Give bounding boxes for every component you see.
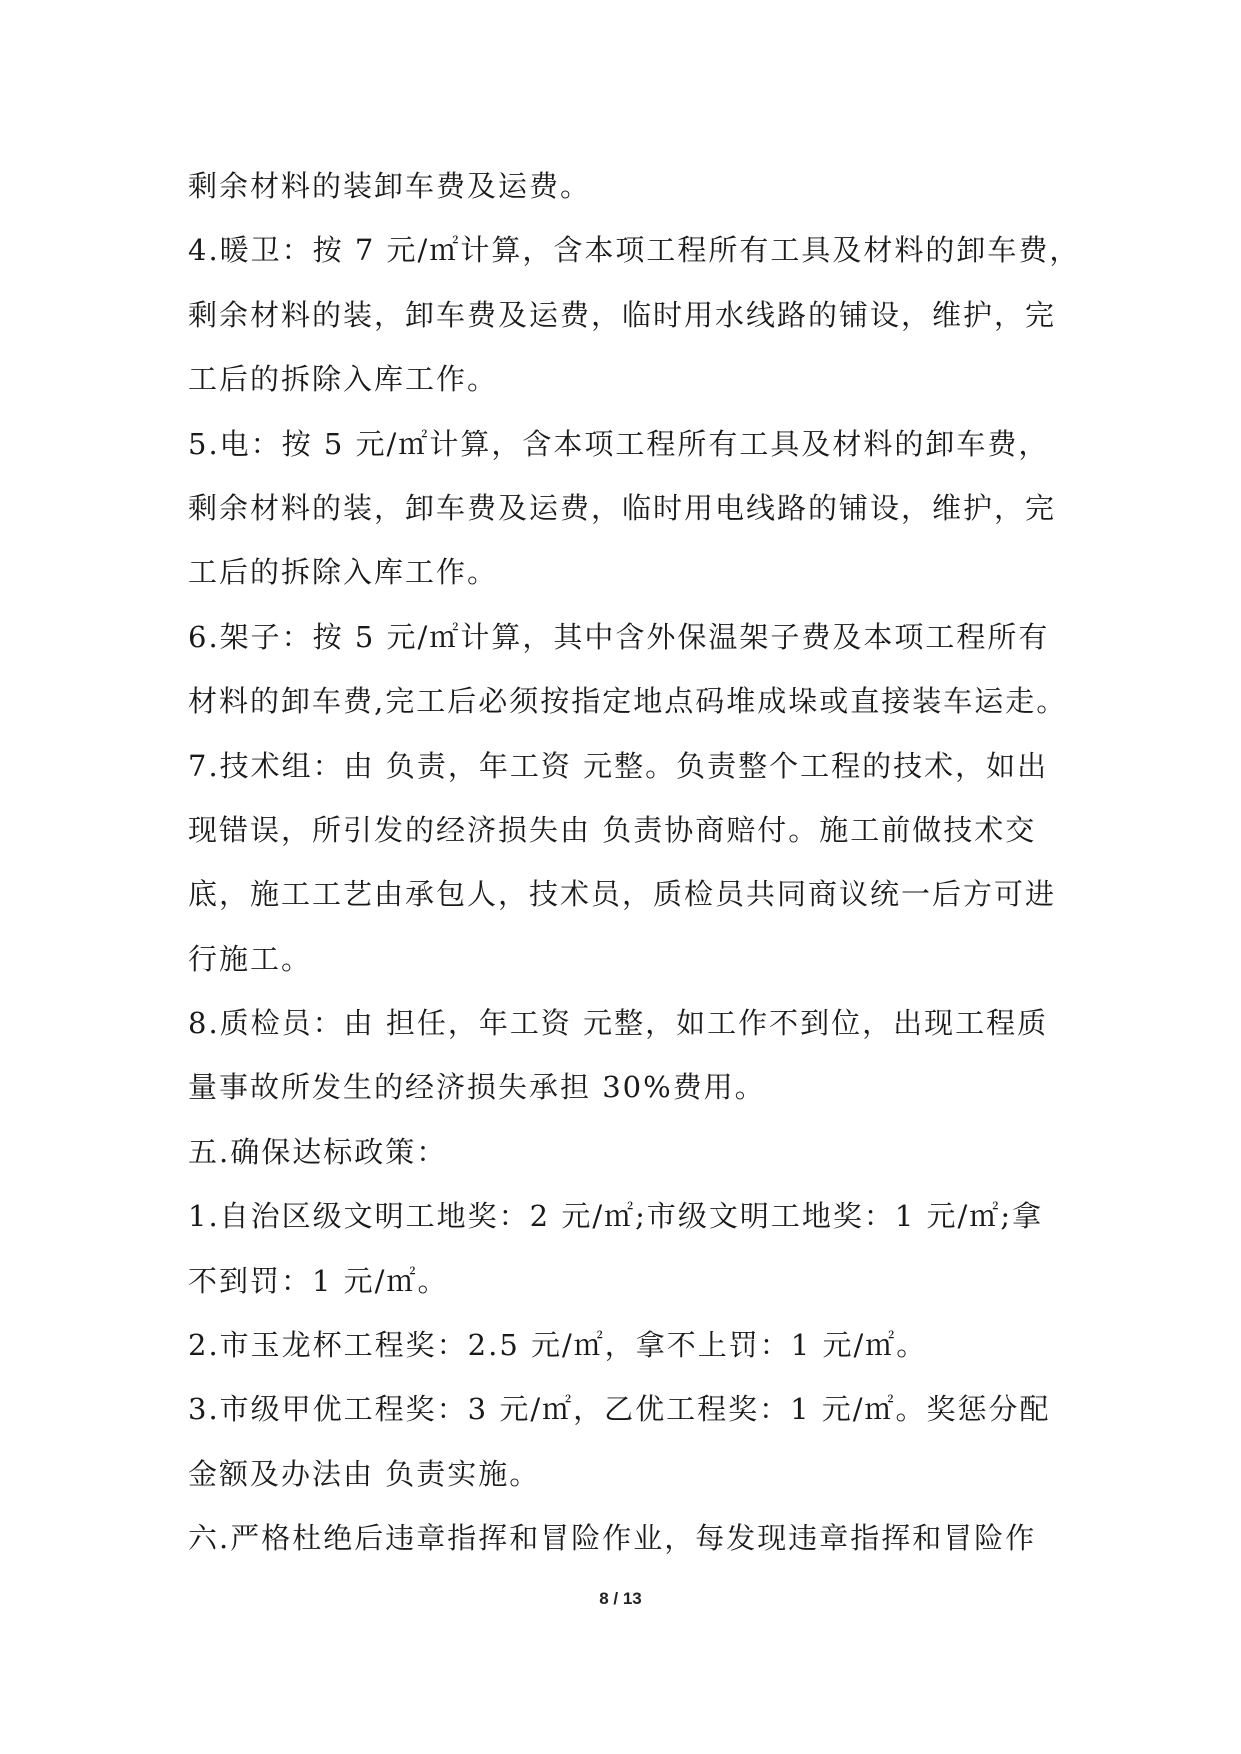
text-line: 6.架子：按 5 元/㎡计算，其中含外保温架子费及本项工程所有 xyxy=(188,619,1050,654)
text-line: 材料的卸车费,完工后必须按指定地点码堆成垛或直接装车运走。 xyxy=(188,684,1068,719)
document-body xyxy=(188,154,1081,1571)
text-line: 1.自治区级文明工地奖：2 元/㎡;市级文明工地奖：1 元/㎡;拿 xyxy=(188,1199,1044,1234)
text-line: 六.严格杜绝后违章指挥和冒险作业，每发现违章指挥和冒险作 xyxy=(188,1521,1037,1556)
text-line: 剩余材料的装，卸车费及运费，临时用水线路的铺设，维护，完 xyxy=(188,297,1057,332)
text-line: 7.技术组：由 负责，年工资 元整。负责整个工程的技术，如出 xyxy=(188,748,1049,783)
section-heading: 五.确保达标政策： xyxy=(188,1134,448,1169)
text-line: 剩余材料的装卸车费及运费。 xyxy=(188,169,592,203)
text-line: 工后的拆除入库工作。 xyxy=(188,362,499,397)
page-number: 8 / 13 xyxy=(599,1589,642,1608)
text-line: 2.市玉龙杯工程奖：2.5 元/㎡，拿不上罚：1 元/㎡。 xyxy=(188,1328,928,1363)
text-line: 3.市级甲优工程奖：3 元/㎡，乙优工程奖：1 元/㎡。奖惩分配 xyxy=(188,1392,1051,1427)
text-line: 现错误，所引发的经济损失由 负责协商赔付。施工前做技术交 xyxy=(188,812,1037,847)
text-line: 剩余材料的装，卸车费及运费，临时用电线路的铺设，维护，完 xyxy=(188,490,1057,525)
text-line: 量事故所发生的经济损失承担 30%费用。 xyxy=(188,1070,766,1105)
text-line: 行施工。 xyxy=(188,941,313,976)
text-line: 5.电：按 5 元/㎡计算，含本项工程所有工具及材料的卸车费， xyxy=(188,426,1050,461)
text-line: 8.质检员：由 担任，年工资 元整，如工作不到位，出现工程质 xyxy=(188,1006,1049,1041)
text-line: 金额及办法由 负责实施。 xyxy=(188,1456,541,1491)
text-line: 工后的拆除入库工作。 xyxy=(188,555,499,590)
text-line: 4.暖卫：按 7 元/㎡计算，含本项工程所有工具及材料的卸车费， xyxy=(188,233,1081,268)
text-line: 不到罚：1 元/㎡。 xyxy=(188,1263,449,1298)
text-line: 底，施工工艺由承包人，技术员，质检员共同商议统一后方可进 xyxy=(188,877,1057,912)
